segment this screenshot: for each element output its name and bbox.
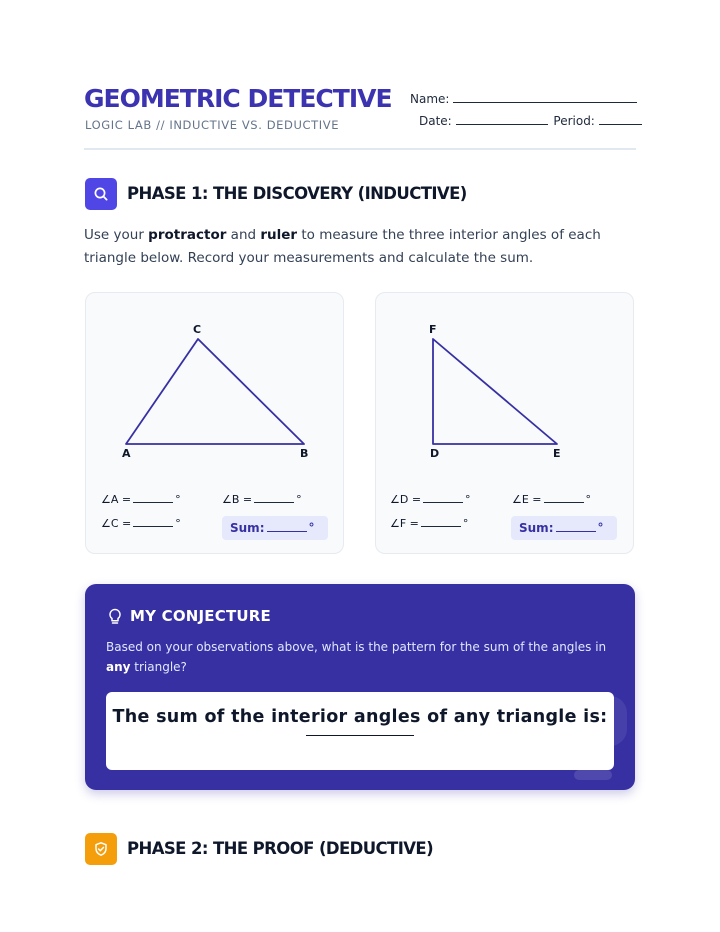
angle-d-field[interactable]: ∠D = ° bbox=[390, 493, 471, 506]
date-period-row bbox=[419, 113, 642, 128]
sum-abc-field[interactable]: Sum: ° bbox=[222, 516, 328, 540]
phase2-title: PHASE 2: THE PROOF (DEDUCTIVE) bbox=[127, 839, 434, 858]
angle-f-field[interactable]: ∠F = ° bbox=[390, 517, 469, 530]
vertex-label-a: A bbox=[122, 447, 131, 460]
conjecture-title: MY CONJECTURE bbox=[130, 607, 271, 625]
phase1-icon-badge bbox=[85, 178, 117, 210]
conjecture-answer-box[interactable] bbox=[106, 692, 614, 770]
vertex-label-b: B bbox=[300, 447, 309, 460]
phase2-icon-badge bbox=[85, 833, 117, 865]
header-divider bbox=[84, 148, 636, 150]
period-label: Period: bbox=[553, 114, 595, 128]
vertex-label-c: C bbox=[193, 323, 202, 336]
search-icon bbox=[93, 186, 109, 202]
date-blank[interactable] bbox=[456, 113, 548, 125]
conjecture-prompt: Based on your observations above, what is the pattern for the sum of the angles in any triangle? bbox=[106, 640, 607, 674]
name-blank[interactable] bbox=[453, 91, 637, 103]
conjecture-answer-blank[interactable] bbox=[306, 735, 414, 736]
vertex-label-e: E bbox=[553, 447, 561, 460]
triangle-abc-diagram bbox=[85, 292, 344, 462]
decorative-bar bbox=[574, 770, 612, 780]
vertex-label-f: F bbox=[429, 323, 437, 336]
angle-c-field[interactable]: ∠C = ° bbox=[101, 517, 181, 530]
phase1-instructions: Use your protractor and ruler to measure the three interior angles of each triangle below. Record your measurements and calculate the sum. bbox=[84, 227, 601, 266]
angle-b-field[interactable]: ∠B = ° bbox=[222, 493, 302, 506]
phase1-title: PHASE 1: THE DISCOVERY (INDUCTIVE) bbox=[127, 184, 467, 203]
angle-e-field[interactable]: ∠E = ° bbox=[512, 493, 592, 506]
lightbulb-icon bbox=[107, 608, 123, 626]
worksheet-subtitle: LOGIC LAB // INDUCTIVE VS. DEDUCTIVE bbox=[85, 118, 340, 132]
angle-a-field[interactable]: ∠A = ° bbox=[101, 493, 181, 506]
date-label: Date: bbox=[419, 114, 452, 128]
shield-check-icon bbox=[93, 841, 109, 857]
triangle-def-diagram bbox=[375, 292, 634, 462]
period-blank[interactable] bbox=[599, 113, 642, 125]
name-label: Name: bbox=[410, 92, 450, 106]
conjecture-statement: The sum of the interior angles of any triangle is: bbox=[112, 707, 608, 727]
vertex-label-d: D bbox=[430, 447, 440, 460]
name-field[interactable] bbox=[410, 91, 637, 106]
worksheet-title: GEOMETRIC DETECTIVE bbox=[84, 84, 392, 113]
sum-def-field[interactable]: Sum: ° bbox=[511, 516, 617, 540]
